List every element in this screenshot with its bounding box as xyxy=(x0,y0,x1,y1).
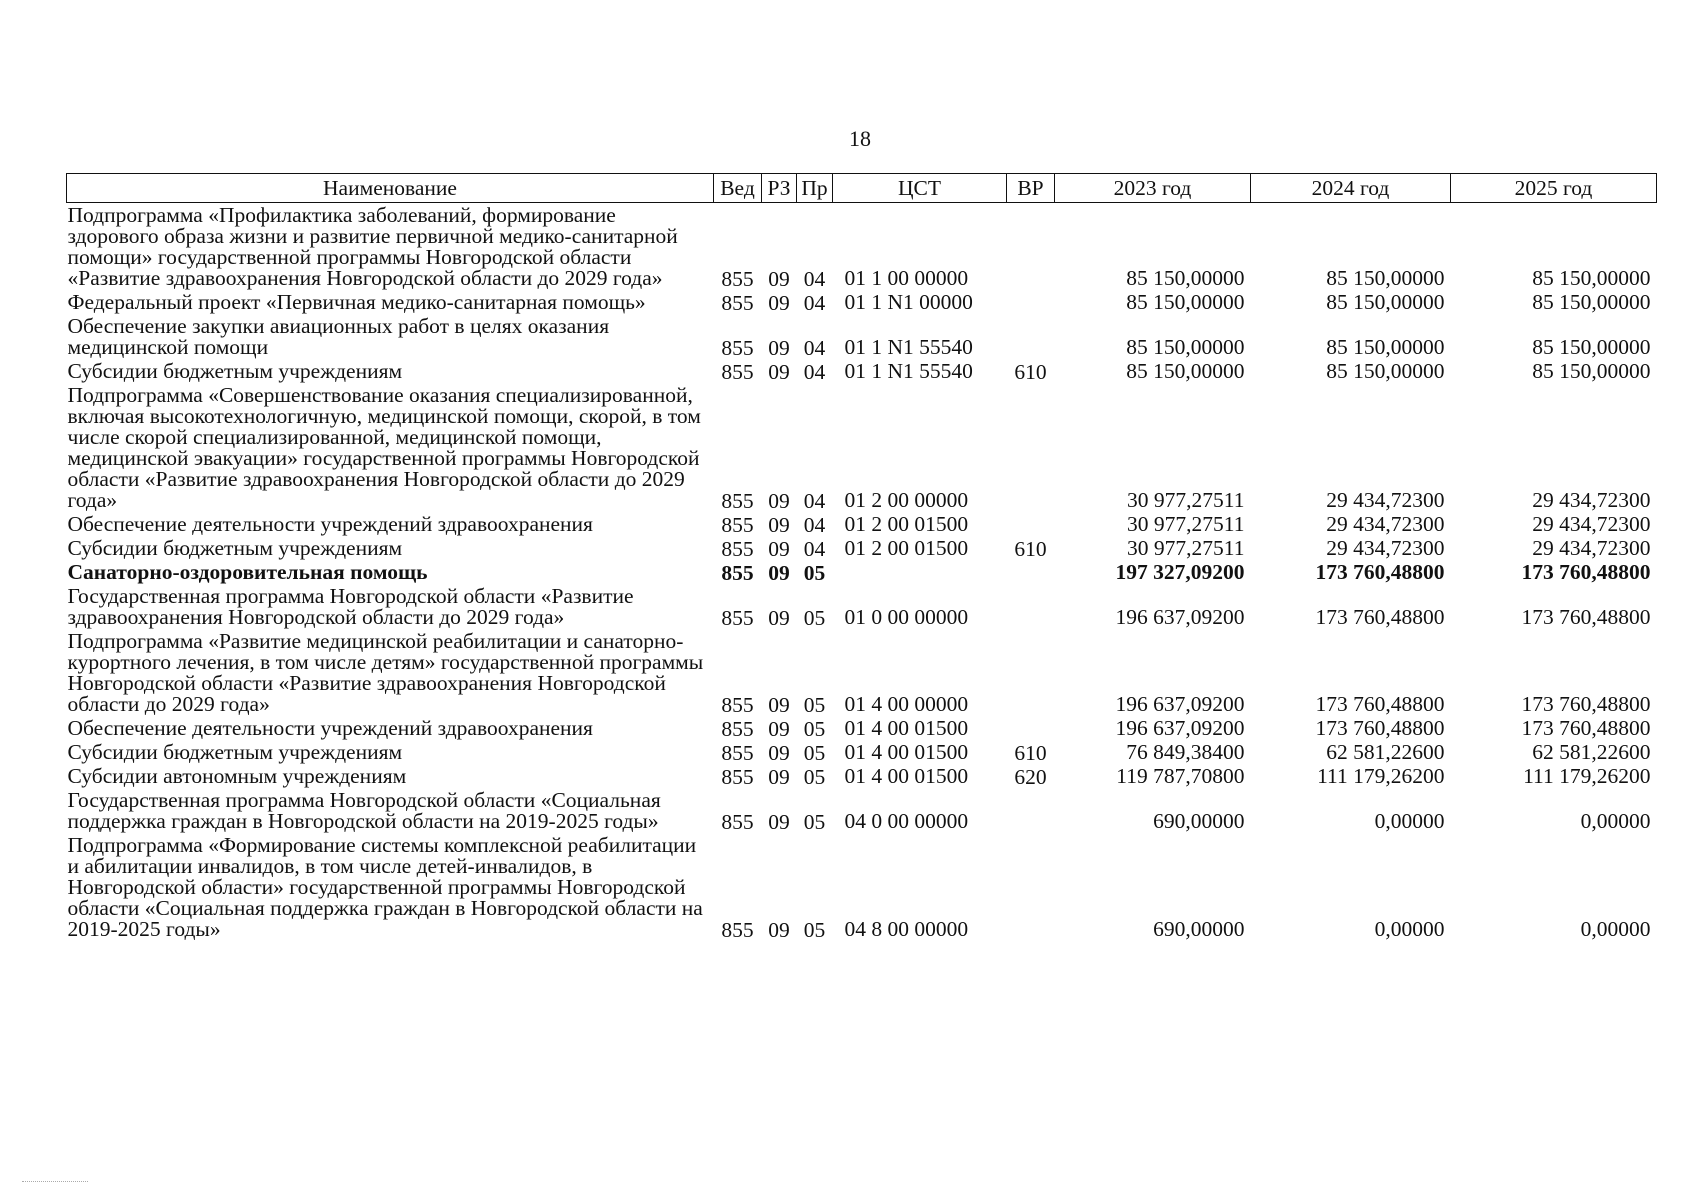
cell-2025: 173 760,48800 xyxy=(1521,716,1651,740)
cell-2025: 0,00000 xyxy=(1580,917,1651,941)
table-header xyxy=(67,174,1657,203)
table-row xyxy=(67,833,1657,941)
cell-2025: 85 150,00000 xyxy=(1532,266,1651,290)
cell-2025: 85 150,00000 xyxy=(1532,290,1651,314)
cell-vr: 610 xyxy=(1014,537,1047,560)
page-number: 18 xyxy=(849,126,871,151)
cell-vr xyxy=(1007,788,1055,833)
cell-ved: 855 xyxy=(721,693,754,716)
cell-2023: 30 977,27511 xyxy=(1127,488,1245,512)
cell-ved: 855 xyxy=(721,267,754,290)
cell-vr xyxy=(1007,512,1055,536)
cell-pr: 05 xyxy=(803,810,826,833)
header-rz: РЗ xyxy=(762,174,797,203)
table-row xyxy=(67,383,1657,512)
cell-2024: 62 581,22600 xyxy=(1326,740,1445,764)
cell-2025: 111 179,26200 xyxy=(1523,764,1651,788)
cell-rz: 09 xyxy=(768,561,790,584)
cell-2025: 173 760,48800 xyxy=(1521,605,1651,629)
header-name: Наименование xyxy=(67,174,714,203)
cell-2025: 85 150,00000 xyxy=(1532,335,1651,359)
cell-name: Обеспечение закупки авиационных работ в целях оказания медицинской помощи xyxy=(67,314,610,359)
header-ved: Вед xyxy=(714,174,762,203)
cell-2024: 173 760,48800 xyxy=(1315,716,1445,740)
table-row xyxy=(67,536,1657,560)
cell-pr: 05 xyxy=(803,561,826,584)
cell-2024: 29 434,72300 xyxy=(1326,512,1445,536)
cell-ved: 855 xyxy=(721,606,754,629)
header-2024: 2024 год xyxy=(1251,174,1451,203)
cell-name: Государственная программа Новгородской области «Социальная поддержка граждан в Новгородской области на 2019-2025 годы» xyxy=(67,788,661,833)
cell-vr xyxy=(1007,383,1055,512)
table-row xyxy=(67,560,1657,584)
cell-2025: 29 434,72300 xyxy=(1532,488,1651,512)
cell-cst: 01 1 N1 55540 xyxy=(844,335,973,359)
cell-pr: 04 xyxy=(803,360,826,383)
cell-ved: 855 xyxy=(721,336,754,359)
cell-rz: 09 xyxy=(768,360,790,383)
table-row xyxy=(67,764,1657,788)
table-row xyxy=(67,788,1657,833)
cell-name: Подпрограмма «Развитие медицинской реабилитации и санаторно-курортного лечения, в том числе детям» государственной программы Новгородской области «Развитие здравоохранения Новгородской области до 2029 года» xyxy=(67,629,704,716)
cell-2025: 29 434,72300 xyxy=(1532,512,1651,536)
cell-2024: 173 760,48800 xyxy=(1315,560,1445,584)
cell-name: Субсидии бюджетным учреждениям xyxy=(67,536,403,560)
cell-2023: 197 327,09200 xyxy=(1115,560,1245,584)
table-body xyxy=(67,203,1657,942)
cell-cst xyxy=(833,560,1007,584)
table-row xyxy=(67,716,1657,740)
cell-rz: 09 xyxy=(768,291,790,314)
cell-ved: 855 xyxy=(721,918,754,941)
cell-2023: 85 150,00000 xyxy=(1126,359,1245,383)
cell-vr xyxy=(1007,716,1055,740)
cell-rz: 09 xyxy=(768,537,790,560)
cell-pr: 05 xyxy=(803,765,826,788)
cell-2024: 85 150,00000 xyxy=(1326,266,1445,290)
cell-ved: 855 xyxy=(721,489,754,512)
cell-2023: 119 787,70800 xyxy=(1116,764,1245,788)
cell-2025: 85 150,00000 xyxy=(1532,359,1651,383)
cell-name: Обеспечение деятельности учреждений здравоохранения xyxy=(67,512,593,536)
cell-vr xyxy=(1007,560,1055,584)
cell-rz: 09 xyxy=(768,267,790,290)
cell-vr: 610 xyxy=(1014,741,1047,764)
header-row xyxy=(67,174,1657,203)
cell-2025: 173 760,48800 xyxy=(1521,692,1651,716)
cell-2023: 30 977,27511 xyxy=(1127,512,1245,536)
cell-name: Санаторно-оздоровительная помощь xyxy=(67,560,428,584)
cell-cst: 01 0 00 00000 xyxy=(844,605,969,629)
cell-vr: 620 xyxy=(1014,765,1047,788)
cell-pr: 04 xyxy=(803,513,826,536)
table-row xyxy=(67,359,1657,383)
table-row xyxy=(67,314,1657,359)
cell-2025: 29 434,72300 xyxy=(1532,536,1651,560)
cell-2023: 30 977,27511 xyxy=(1127,536,1245,560)
cell-2023: 196 637,09200 xyxy=(1115,716,1245,740)
cell-rz: 09 xyxy=(768,336,790,359)
cell-2024: 173 760,48800 xyxy=(1315,692,1445,716)
cell-vr xyxy=(1007,584,1055,629)
budget-table xyxy=(66,173,1657,941)
cell-rz: 09 xyxy=(768,717,790,740)
cell-2025: 62 581,22600 xyxy=(1532,740,1651,764)
header-2023: 2023 год xyxy=(1055,174,1251,203)
table-row xyxy=(67,512,1657,536)
cell-pr: 04 xyxy=(803,291,826,314)
cell-rz: 09 xyxy=(768,918,790,941)
cell-pr: 04 xyxy=(803,336,826,359)
cell-pr: 04 xyxy=(803,537,826,560)
header-cst: ЦСТ xyxy=(833,174,1007,203)
cell-cst: 04 0 00 00000 xyxy=(844,809,969,833)
cell-name: Подпрограмма «Формирование системы комплексной реабилитации и абилитации инвалидов, в том числе детей-инвалидов, в Новгородской области» государственной программы Новгородской области «Социальная поддержка граждан в Новгородской области на 2019-2025 годы» xyxy=(67,833,703,941)
cell-vr: 610 xyxy=(1014,360,1047,383)
cell-2023: 196 637,09200 xyxy=(1115,692,1245,716)
cell-ved: 855 xyxy=(721,810,754,833)
cell-2024: 85 150,00000 xyxy=(1326,335,1445,359)
cell-pr: 04 xyxy=(803,489,826,512)
cell-name: Субсидии автономным учреждениям xyxy=(67,764,407,788)
cell-2024: 0,00000 xyxy=(1374,809,1445,833)
cell-ved: 855 xyxy=(721,360,754,383)
cell-pr: 05 xyxy=(803,741,826,764)
cell-vr xyxy=(1007,314,1055,359)
cell-cst: 01 4 00 01500 xyxy=(844,764,969,788)
cell-cst: 01 4 00 01500 xyxy=(844,740,969,764)
cell-ved: 855 xyxy=(721,765,754,788)
cell-ved: 855 xyxy=(721,291,754,314)
cell-2024: 29 434,72300 xyxy=(1326,488,1445,512)
cell-name: Субсидии бюджетным учреждениям xyxy=(67,740,403,764)
cell-2024: 85 150,00000 xyxy=(1326,359,1445,383)
cell-cst: 01 2 00 00000 xyxy=(844,488,969,512)
cell-cst: 01 4 00 00000 xyxy=(844,692,969,716)
cell-cst: 01 1 N1 00000 xyxy=(844,290,973,314)
table-row xyxy=(67,203,1657,291)
header-pr: Пр xyxy=(797,174,833,203)
cell-2023: 85 150,00000 xyxy=(1126,290,1245,314)
cell-2024: 29 434,72300 xyxy=(1326,536,1445,560)
cell-name: Подпрограмма «Совершенствование оказания специализированной, включая высокотехнологичную, медицинской помощи, скорой, в том числе скорой специализированной, медицинской помощи, медицинской эвакуации» государственной программы Новгородской области «Развитие здравоохранения Новгородской области до 2029 года» xyxy=(67,383,701,512)
cell-pr: 05 xyxy=(803,717,826,740)
cell-2025: 173 760,48800 xyxy=(1521,560,1651,584)
cell-rz: 09 xyxy=(768,606,790,629)
scan-artifact-line xyxy=(22,1181,88,1182)
cell-vr xyxy=(1007,629,1055,716)
cell-vr xyxy=(1007,203,1055,291)
cell-ved: 855 xyxy=(721,561,754,584)
cell-2023: 690,00000 xyxy=(1153,809,1245,833)
cell-cst: 01 1 N1 55540 xyxy=(844,359,973,383)
table-row xyxy=(67,584,1657,629)
cell-rz: 09 xyxy=(768,810,790,833)
cell-name: Государственная программа Новгородской области «Развитие здравоохранения Новгородской области до 2029 года» xyxy=(67,584,634,629)
cell-cst: 01 2 00 01500 xyxy=(844,536,969,560)
cell-rz: 09 xyxy=(768,513,790,536)
cell-2023: 85 150,00000 xyxy=(1126,335,1245,359)
cell-cst: 04 8 00 00000 xyxy=(844,917,969,941)
cell-2025: 0,00000 xyxy=(1580,809,1651,833)
cell-ved: 855 xyxy=(721,513,754,536)
cell-rz: 09 xyxy=(768,741,790,764)
header-2025: 2025 год xyxy=(1451,174,1657,203)
header-vr: ВР xyxy=(1007,174,1055,203)
cell-2023: 76 849,38400 xyxy=(1126,740,1245,764)
cell-2023: 85 150,00000 xyxy=(1126,266,1245,290)
cell-vr xyxy=(1007,290,1055,314)
cell-2023: 690,00000 xyxy=(1153,917,1245,941)
cell-2024: 111 179,26200 xyxy=(1317,764,1445,788)
cell-ved: 855 xyxy=(721,537,754,560)
cell-ved: 855 xyxy=(721,717,754,740)
table-row xyxy=(67,290,1657,314)
cell-pr: 04 xyxy=(803,267,826,290)
cell-2024: 85 150,00000 xyxy=(1326,290,1445,314)
cell-cst: 01 1 00 00000 xyxy=(844,266,969,290)
cell-cst: 01 4 00 01500 xyxy=(844,716,969,740)
cell-rz: 09 xyxy=(768,765,790,788)
cell-rz: 09 xyxy=(768,489,790,512)
cell-rz: 09 xyxy=(768,693,790,716)
cell-name: Подпрограмма «Профилактика заболеваний, формирование здорового образа жизни и развитие первичной медико-санитарной помощи» государственной программы Новгородской области «Развитие здравоохранения Новгородской области до 2029 года» xyxy=(67,203,678,290)
cell-name: Обеспечение деятельности учреждений здравоохранения xyxy=(67,716,593,740)
cell-name: Субсидии бюджетным учреждениям xyxy=(67,359,403,383)
table-row xyxy=(67,740,1657,764)
cell-pr: 05 xyxy=(803,918,826,941)
cell-pr: 05 xyxy=(803,606,826,629)
cell-vr xyxy=(1007,833,1055,941)
table-row xyxy=(67,629,1657,716)
cell-2024: 0,00000 xyxy=(1374,917,1445,941)
cell-2023: 196 637,09200 xyxy=(1115,605,1245,629)
cell-pr: 05 xyxy=(803,693,826,716)
cell-ved: 855 xyxy=(721,741,754,764)
cell-name: Федеральный проект «Первичная медико-санитарная помощь» xyxy=(67,290,646,314)
cell-cst: 01 2 00 01500 xyxy=(844,512,969,536)
cell-2024: 173 760,48800 xyxy=(1315,605,1445,629)
